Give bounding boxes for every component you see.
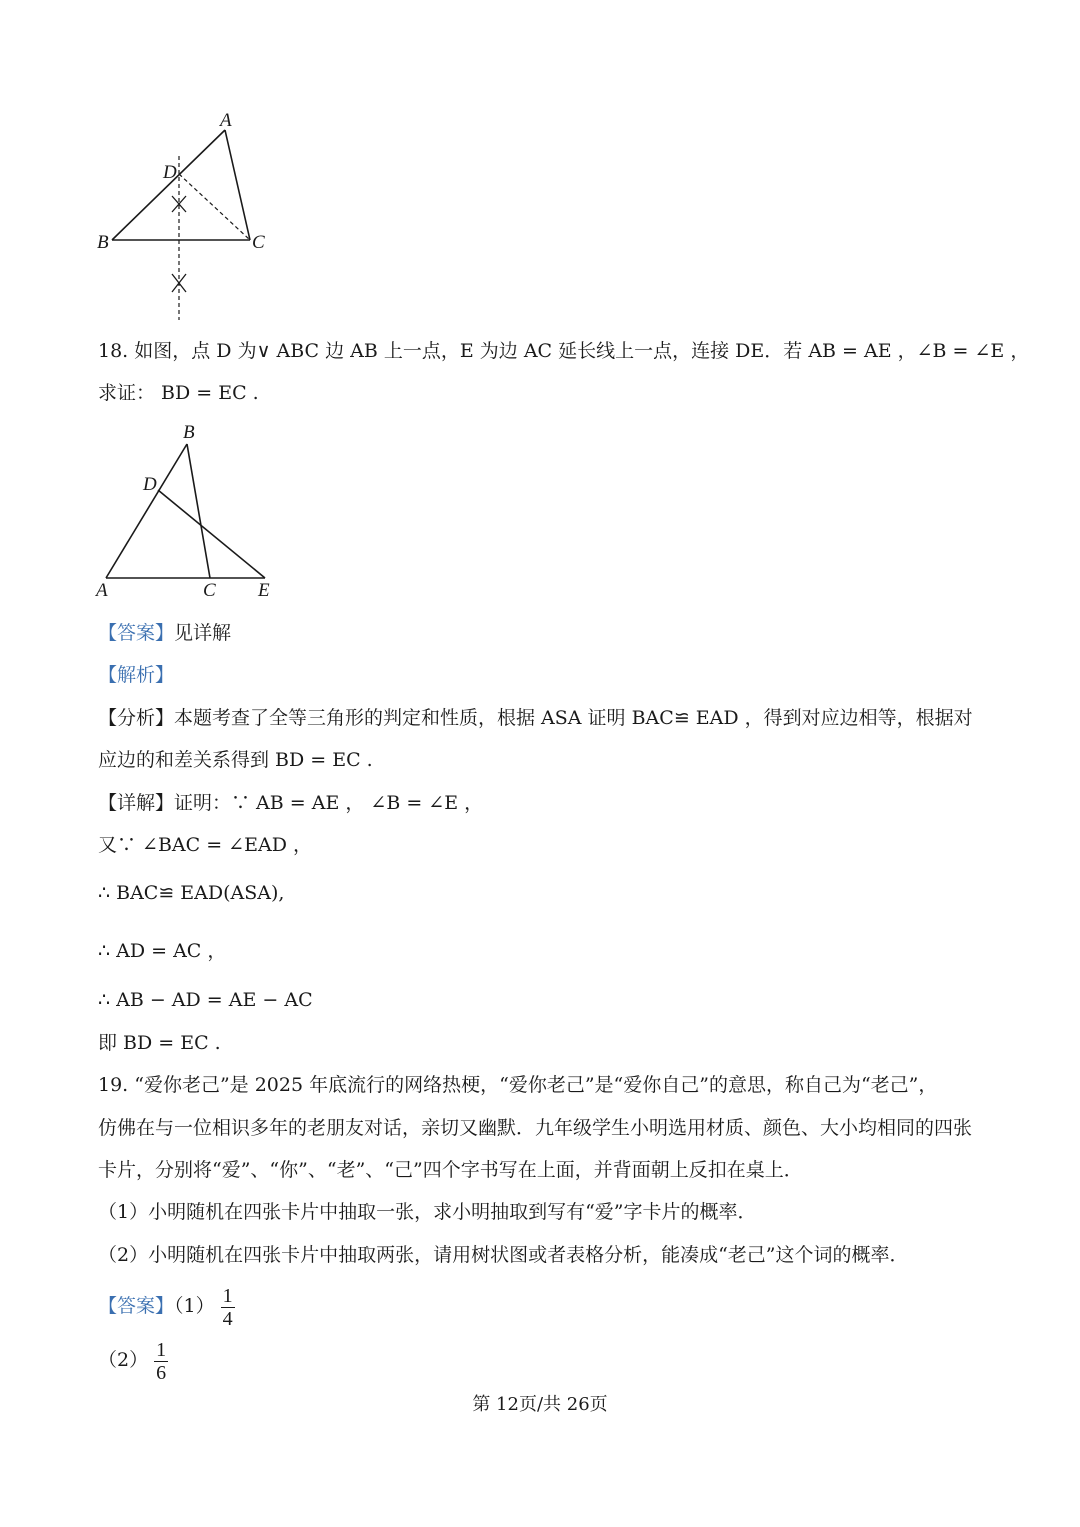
fenxi-line1 xyxy=(98,705,973,731)
fenxi-text: 本题考查了全等三角形的判定和性质，根据 ASA 证明 BAC≌ EAD ，得到对应边相等，根据对 xyxy=(174,707,973,729)
analysis-tag: 【解析】 xyxy=(98,664,175,686)
label-e: E xyxy=(258,580,270,601)
segment-ac xyxy=(225,130,250,240)
detail-line5: ∴ AB − AD = AE − AC xyxy=(98,989,313,1011)
label-d: D xyxy=(143,474,157,495)
q18-line1: 18. 如图，点 D 为∨ ABC 边 AB 上一点，E 为边 AC 延长线上一点，连接 DE．若 AB = AE ，∠B = ∠E ， xyxy=(98,340,1030,362)
frac-den: 6 xyxy=(156,1361,167,1384)
detail-line3: ∴ BAC≌ EAD(ASA), xyxy=(98,882,285,904)
q19-line4: （1）小明随机在四张卡片中抽取一张，求小明抽取到写有“爱”字卡片的概率． xyxy=(98,1201,757,1223)
q19-line5: （2）小明随机在四张卡片中抽取两张，请用树状图或者表格分析，能凑成“老己”这个词的概率． xyxy=(98,1244,909,1266)
segment-ab xyxy=(112,130,225,240)
label-a: A xyxy=(220,110,232,131)
frac-den: 4 xyxy=(222,1307,233,1330)
detail-line6: 即 BD = EC . xyxy=(98,1032,221,1054)
figure-triangle-abc-construction xyxy=(90,108,290,326)
detail-line1 xyxy=(98,790,483,816)
fenxi-tag: 【分析】 xyxy=(98,707,175,729)
detail-text: 证明：∵ AB = AE ， ∠B = ∠E ， xyxy=(174,792,484,814)
fenxi-line2: 应边的和差关系得到 BD = EC . xyxy=(98,749,373,771)
answer-tag: 【答案】 xyxy=(98,1295,175,1317)
label-b: B xyxy=(97,232,109,253)
segment-bc-2 xyxy=(187,444,210,578)
detail-tag: 【详解】 xyxy=(98,792,175,814)
label-a: A xyxy=(96,580,108,601)
label-b: B xyxy=(183,422,195,443)
answer19-part1 xyxy=(98,1284,235,1330)
label-c: C xyxy=(252,232,265,253)
segment-dc xyxy=(179,174,250,240)
figure-triangle-abe xyxy=(90,420,290,602)
frac-num: 1 xyxy=(156,1338,167,1361)
answer18 xyxy=(98,620,231,646)
segment-ab-2 xyxy=(106,444,187,578)
q19-line2: 仿佛在与一位相识多年的老朋友对话，亲切又幽默．九年级学生小明选用材质、颜色、大小均相同的四张 xyxy=(98,1117,973,1139)
frac-num: 1 xyxy=(222,1284,233,1307)
answer-part1-label: （1） xyxy=(174,1295,215,1317)
q19-line1: 19. “爱你老己”是 2025 年底流行的网络热梗，“爱你老己”是“爱你自己”的意思，称自己为“老己”， xyxy=(98,1074,938,1096)
answer-text: 见详解 xyxy=(174,622,232,644)
q19-line3: 卡片，分别将“爱”、“你”、“老”、“己”四个字书写在上面，并背面朝上反扣在桌上． xyxy=(98,1159,803,1181)
detail-line4: ∴ AD = AC ， xyxy=(98,940,227,962)
label-d: D xyxy=(163,162,177,183)
detail-line2: 又∵ ∠BAC = ∠EAD ， xyxy=(98,834,312,856)
fraction-one-quarter xyxy=(221,1285,235,1330)
answer-part2-label: （2） xyxy=(98,1349,149,1371)
answer19-part2 xyxy=(98,1338,168,1384)
q18-line2: 求证： BD = EC . xyxy=(98,382,259,404)
segment-de xyxy=(158,490,265,578)
page-footer: 第 12页/共 26页 xyxy=(472,1394,608,1415)
fraction-one-sixth xyxy=(154,1339,168,1384)
answer-tag: 【答案】 xyxy=(98,622,175,644)
label-c: C xyxy=(203,580,216,601)
